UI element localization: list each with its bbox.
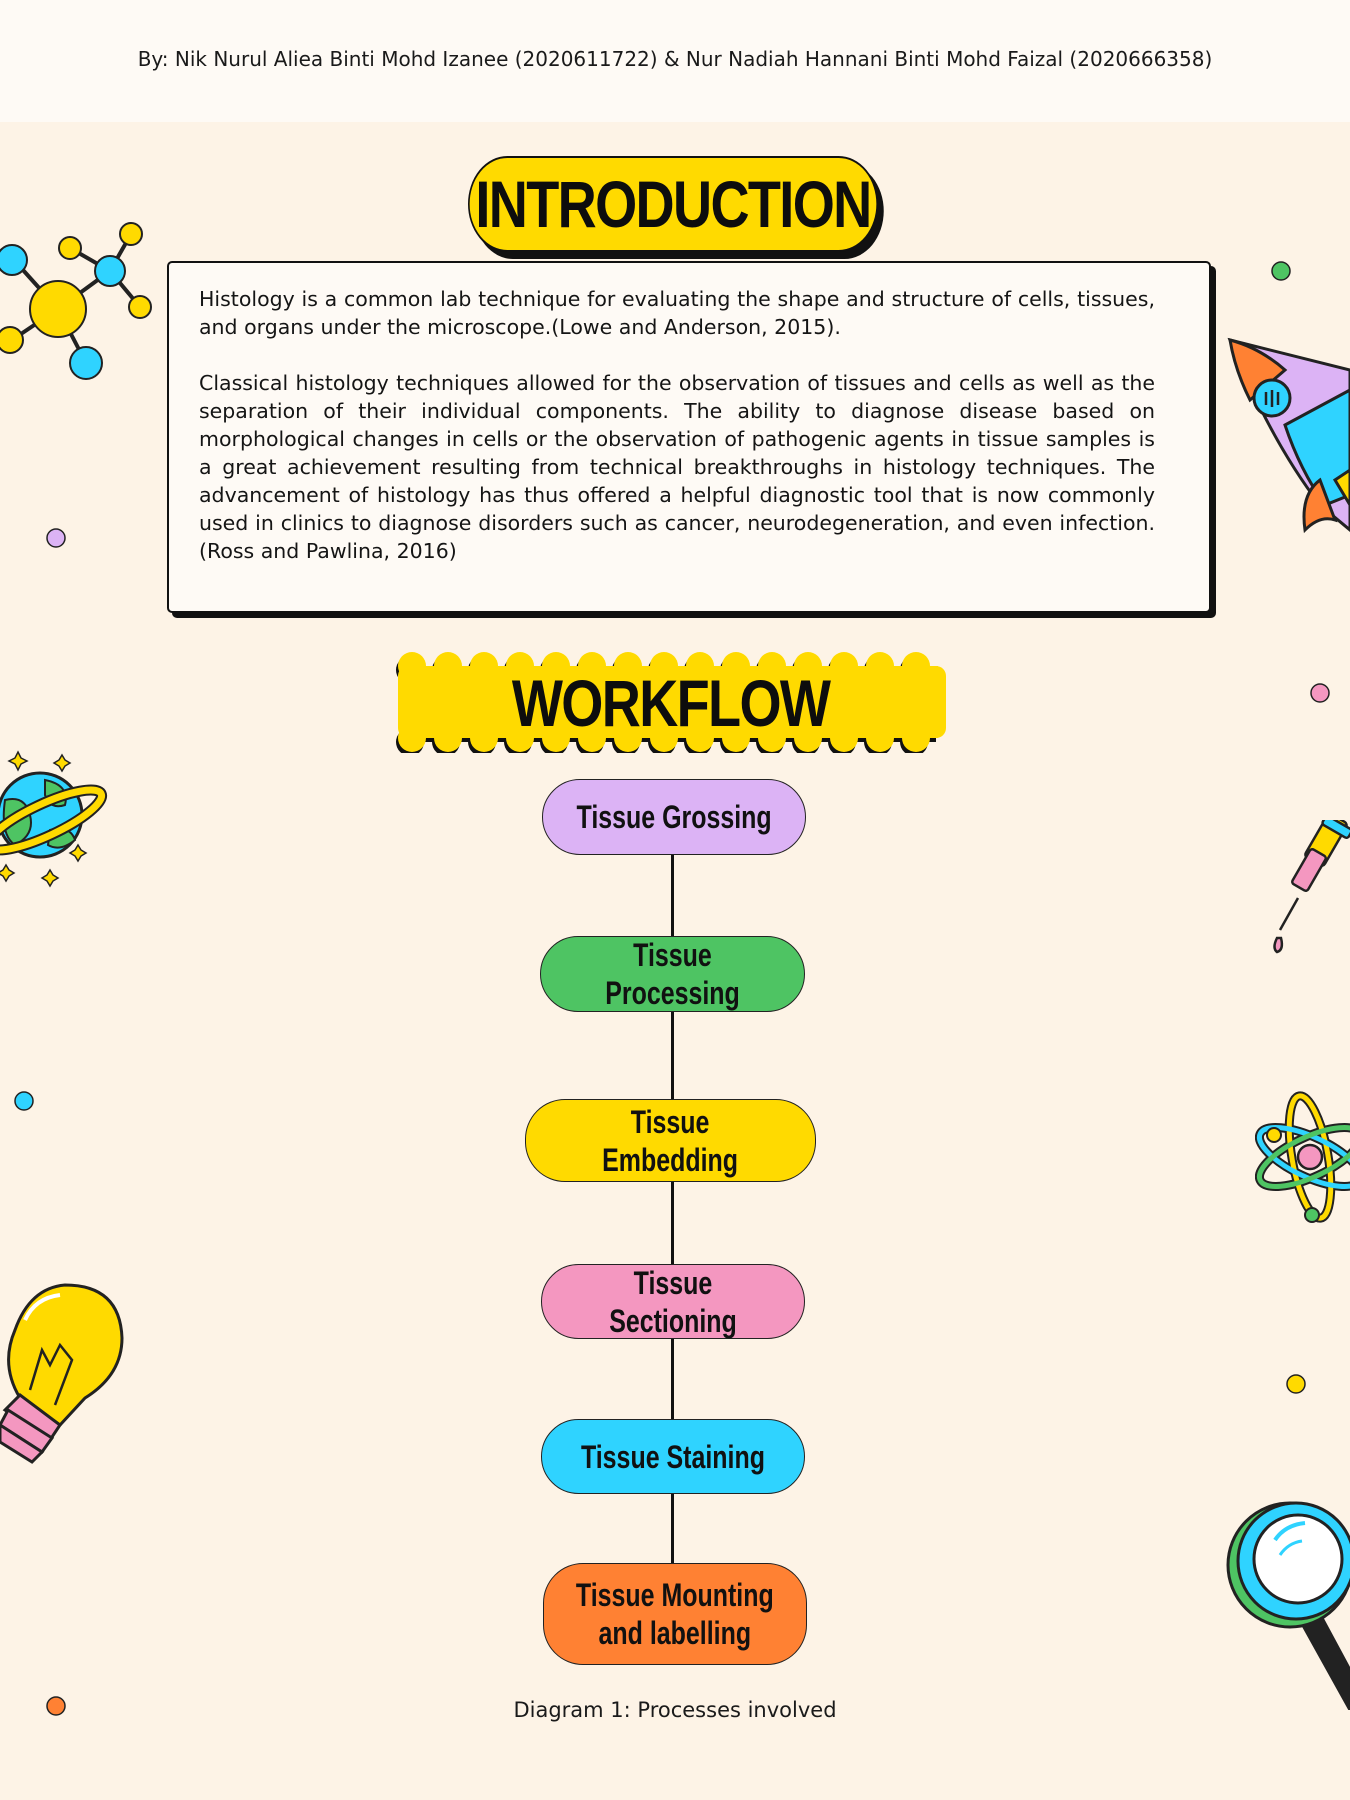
diagram-caption: Diagram 1: Processes involved	[513, 1698, 837, 1722]
workflow-step-mounting	[543, 1563, 807, 1665]
workflow-step-label: Tissue Grossing	[576, 799, 772, 835]
magnifying-glass-icon	[1220, 1495, 1350, 1710]
connector-line	[671, 855, 674, 938]
workflow-title-text: WORKFLOW	[512, 665, 830, 740]
connector-line	[671, 1494, 674, 1566]
purple-dot-icon	[45, 527, 67, 549]
green-dot-icon	[1270, 260, 1292, 282]
pink-dot-icon	[1309, 682, 1331, 704]
authors-line: By: Nik Nurul Aliea Binti Mohd Izanee (2020611722) & Nur Nadiah Hannani Binti Mohd Faizal (2020666358)	[137, 47, 1213, 71]
connector-line	[671, 1339, 674, 1420]
workflow-step-label: Tissue Embedding	[602, 1103, 739, 1178]
workflow-title	[390, 652, 952, 753]
introduction-paragraph-1: Histology is a common lab technique for evaluating the shape and structure of cells, tissues, and organs under the microscope.(Lowe and Anderson, 2015).	[199, 287, 1155, 339]
connector-line	[671, 1012, 674, 1100]
workflow-step-label: Tissue Staining	[580, 1438, 766, 1475]
introduction-paragraph-2: Classical histology techniques allowed for the observation of tissues and cells as well as the separation of their individual components. The ability to diagnose disease based on morphological changes in cells or the observation of pathogenic agents in tissue samples is a great achievement resulting from technical breakthroughs in histology techniques. The advancement of histology has thus offered a helpful diagnostic tool that is now commonly used in clinics to diagnose disorders such as cancer, neurodegeneration, and even infection.(Ross and Pawlina, 2016)	[199, 371, 1155, 563]
yellow-dot-icon	[1285, 1373, 1307, 1395]
introduction-title-text: INTRODUCTION	[475, 167, 871, 241]
workflow-step-grossing	[542, 779, 806, 855]
introduction-box	[167, 261, 1211, 613]
workflow-step-embedding	[525, 1099, 816, 1182]
blue-dot-icon	[13, 1090, 35, 1112]
orange-dot-icon	[45, 1695, 67, 1717]
lightbulb-icon	[0, 1280, 130, 1465]
workflow-step-label: Tissue Sectioning	[609, 1264, 737, 1339]
atom-icon	[1255, 1085, 1350, 1230]
workflow-step-label: Tissue Processing	[605, 937, 740, 1011]
introduction-title	[468, 156, 878, 252]
workflow-step-processing	[540, 936, 805, 1012]
syringe-icon	[1270, 820, 1350, 960]
molecule-icon	[0, 215, 160, 385]
workflow-step-staining	[541, 1419, 805, 1494]
workflow-step-sectioning	[541, 1264, 805, 1339]
rocket-icon	[1210, 330, 1350, 540]
planet-icon	[0, 740, 110, 890]
workflow-step-label: Tissue Mounting and labelling	[576, 1577, 774, 1651]
connector-line	[671, 1182, 674, 1265]
